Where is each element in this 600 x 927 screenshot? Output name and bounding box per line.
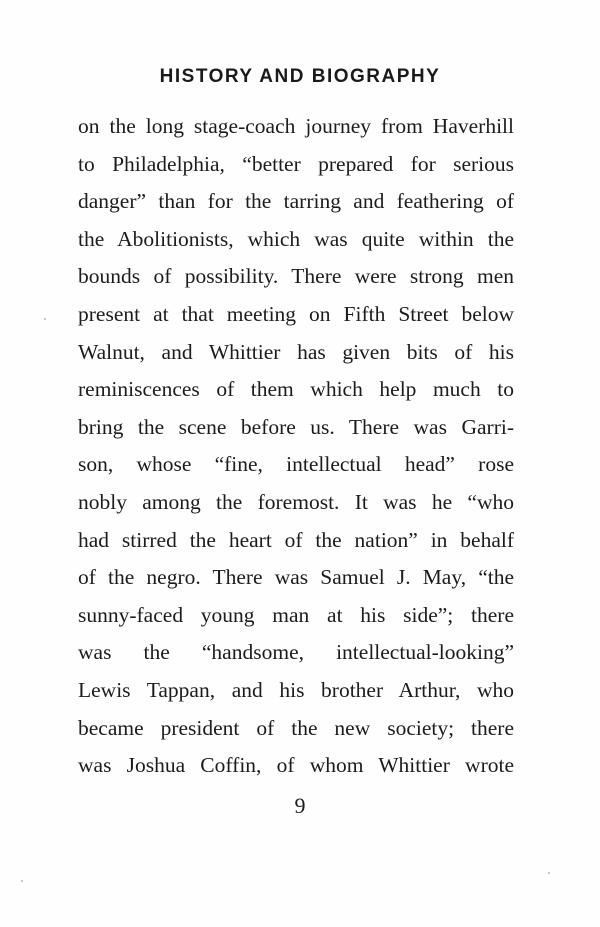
body-text [78, 108, 514, 785]
text-line: son, whose “fine, intellectual head” rose [78, 452, 514, 477]
text-line: bring the scene before us. There was Garri- [78, 414, 514, 439]
text-line: to Philadelphia, “better prepared for serious [78, 151, 514, 176]
text-line: on the long stage-coach journey from Haverhill [78, 114, 514, 138]
text-line: became president of the new society; there [78, 715, 514, 740]
text-line: reminiscences of them which help much to [78, 377, 514, 402]
text-line: was Joshua Coffin, of whom Whittier wrote [78, 753, 514, 778]
paper-speck [44, 318, 46, 320]
text-line: Walnut, and Whittier has given bits of his [78, 339, 514, 364]
text-line: had stirred the heart of the nation” in behalf [78, 527, 514, 552]
text-line: sunny-faced young man at his side”; there [78, 602, 514, 627]
text-line: nobly among the foremost. It was he “who [78, 489, 514, 514]
running-head: HISTORY AND BIOGRAPHY [159, 66, 441, 87]
text-line: bounds of possibility. There were strong men [78, 264, 514, 289]
paper-speck [548, 872, 550, 874]
text-line: Lewis Tappan, and his brother Arthur, who [78, 677, 514, 702]
text-line: the Abolitionists, which was quite within the [78, 226, 514, 251]
text-line: danger” than for the tarring and feathering of [78, 189, 514, 214]
page-number: 9 [294, 793, 306, 818]
text-line: of the negro. There was Samuel J. May, “the [78, 565, 514, 590]
text-line: present at that meeting on Fifth Street below [78, 301, 514, 326]
text-line: was the “handsome, intellectual-looking” [78, 640, 514, 665]
paper-speck [21, 880, 23, 882]
